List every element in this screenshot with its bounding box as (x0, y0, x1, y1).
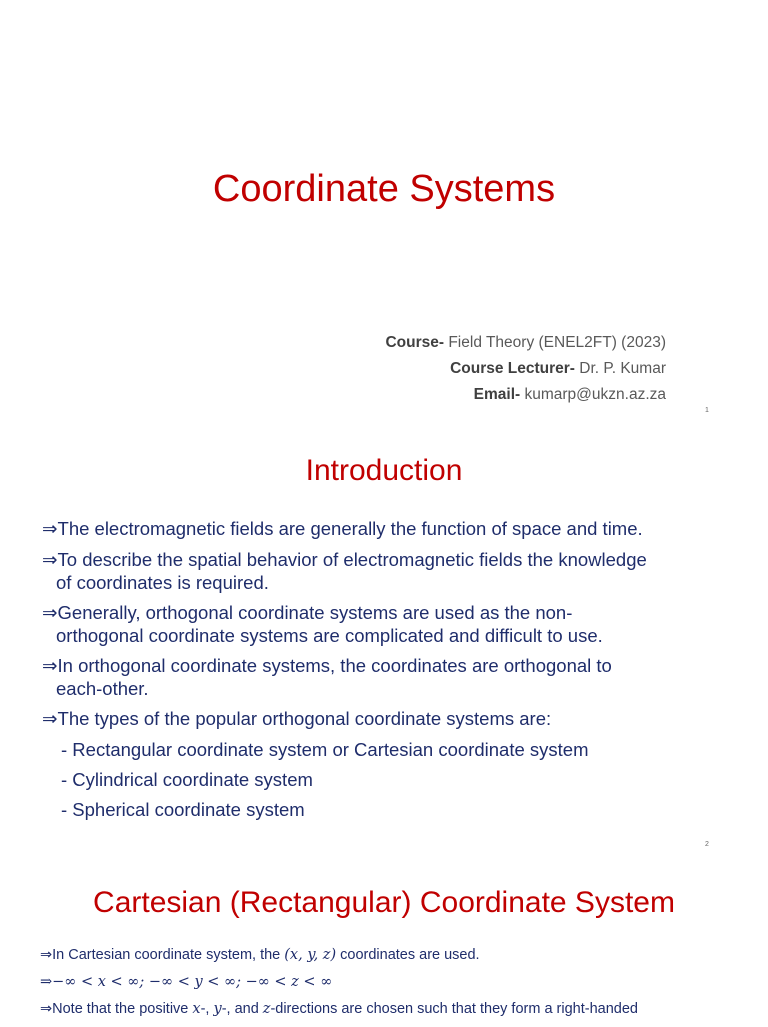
course-value: Field Theory (ENEL2FT) (2023) (444, 334, 666, 351)
slide-title: Coordinate Systems (212, 168, 556, 210)
lecturer-label: Course Lecturer- (450, 360, 575, 377)
body-line: ⇒In Cartesian coordinate system, the (x, y, z) coordinates are used. (40, 947, 480, 963)
page-number: 2 (705, 841, 709, 848)
arrow-icon: ⇒ (42, 603, 58, 624)
bullet-list (42, 518, 730, 829)
bullet-text: Generally, orthogonal coordinate systems are used as the non- (57, 602, 573, 623)
body-line: ⇒−∞ < x < ∞; −∞ < y < ∞; −∞ < z < ∞ (40, 974, 333, 990)
title-slide (0, 0, 768, 432)
bullet-continuation: of coordinates is required. (56, 572, 269, 593)
arrow-icon: ⇒ (42, 550, 58, 571)
sub-item: - Cylindrical coordinate system (61, 769, 313, 790)
bullet-text: In orthogonal coordinate systems, the coordinates are orthogonal to (57, 655, 612, 676)
course-line (385, 330, 666, 356)
bullet-item (42, 708, 730, 731)
bullet-text: The electromagnetic fields are generally the function of space and time. (57, 518, 643, 539)
bullet-item (42, 655, 730, 700)
page-number: 1 (705, 407, 709, 414)
slide-title: Introduction (305, 454, 463, 487)
slide-title: Cartesian (Rectangular) Coordinate System (93, 886, 675, 919)
email-line (474, 382, 666, 408)
arrow-icon: ⇒ (42, 519, 58, 540)
sub-item: - Spherical coordinate system (61, 799, 305, 820)
bullet-item (42, 602, 730, 647)
bullet-text: The types of the popular orthogonal coordinate systems are: (57, 708, 552, 729)
email-value: kumarp@ukzn.az.za (520, 386, 666, 403)
course-label: Course- (385, 334, 445, 351)
sub-item: - Rectangular coordinate system or Cartesian coordinate system (61, 739, 589, 760)
lecturer-line (450, 356, 666, 382)
introduction-slide (0, 432, 768, 864)
arrow-icon: ⇒ (42, 709, 58, 730)
bullet-item (42, 549, 730, 594)
bullet-item (42, 518, 730, 541)
slide-body (40, 946, 740, 1027)
cartesian-slide (0, 864, 768, 1024)
bullet-text: To describe the spatial behavior of electromagnetic fields the knowledge (57, 549, 647, 570)
lecturer-value: Dr. P. Kumar (574, 360, 666, 377)
bullet-continuation: orthogonal coordinate systems are complicated and difficult to use. (56, 625, 603, 646)
arrow-icon: ⇒ (42, 656, 58, 677)
body-line: ⇒Note that the positive x-, y-, and z-directions are chosen such that they form a right-handed (40, 1001, 638, 1017)
bullet-continuation: each-other. (56, 678, 149, 699)
email-label: Email- (473, 386, 521, 403)
